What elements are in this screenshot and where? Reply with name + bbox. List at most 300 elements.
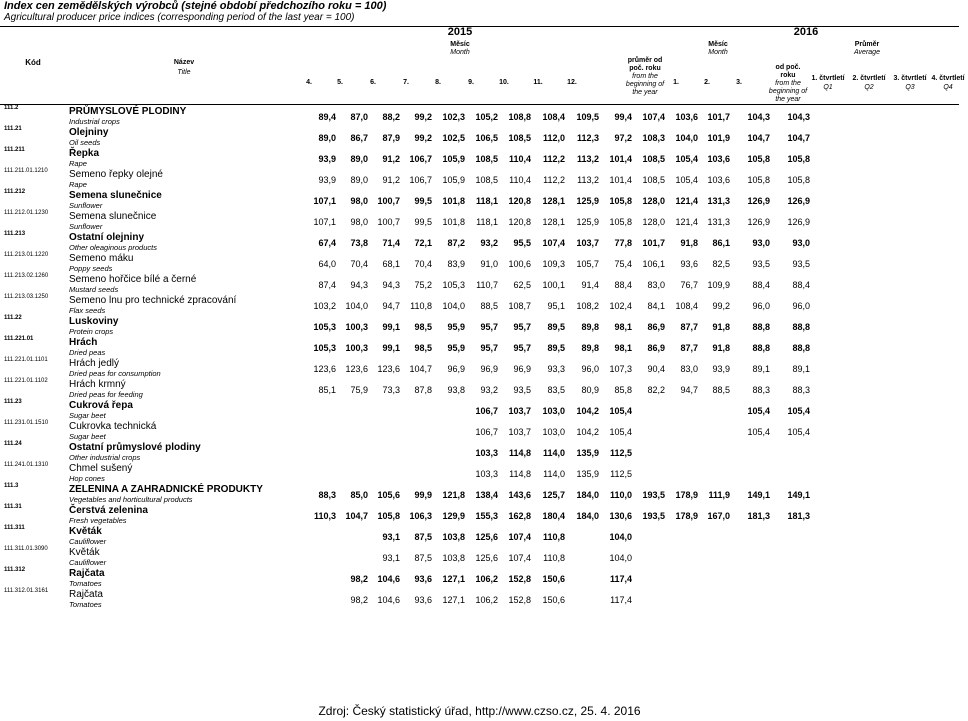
row-name-en: Vegetables and horticultural products <box>69 495 193 504</box>
row-value: 88,5 <box>480 301 498 311</box>
row-value: 98,1 <box>614 343 632 353</box>
row-value: 67,4 <box>318 238 336 248</box>
row-code: 111.2 <box>4 105 19 111</box>
row-value: 89,8 <box>581 322 599 332</box>
quarter-header-en: Q4 <box>943 84 953 91</box>
row-name: ZELENINA A ZAHRADNICKÉ PRODUKTY <box>69 484 263 495</box>
row-value: 107,4 <box>508 532 531 542</box>
row-value: 125,6 <box>475 553 498 563</box>
row-value: 105,3 <box>442 280 465 290</box>
row-value: 101,8 <box>442 217 465 227</box>
row-value: 100,1 <box>542 280 565 290</box>
row-value: 108,3 <box>642 133 665 143</box>
row-value: 155,3 <box>475 511 498 521</box>
row-value: 103,3 <box>475 469 498 479</box>
row-value: 110,8 <box>542 532 565 542</box>
row-code: 111.211.01.1210 <box>4 168 48 174</box>
row-value: 105,8 <box>787 175 810 185</box>
row-value: 112,0 <box>542 133 565 143</box>
table-row <box>0 210 959 231</box>
row-value: 86,7 <box>350 133 368 143</box>
row-name: Hrách jedlý <box>69 358 120 369</box>
row-value: 75,9 <box>350 385 368 395</box>
row-value: 104,3 <box>747 112 770 122</box>
row-value: 106,2 <box>475 595 498 605</box>
row-name: Semeno máku <box>69 253 134 264</box>
row-name: PRŮMYSLOVÉ PLODINY <box>69 106 187 117</box>
row-value: 94,3 <box>350 280 368 290</box>
table-row <box>0 336 959 357</box>
month-header-2015: 10. <box>499 79 509 86</box>
row-value: 107,4 <box>642 112 665 122</box>
row-value: 149,1 <box>787 490 810 500</box>
row-value: 104,7 <box>787 133 810 143</box>
row-name: Semena slunečnice <box>69 190 162 201</box>
row-value: 89,5 <box>547 343 565 353</box>
row-value: 106,1 <box>642 259 665 269</box>
row-value: 113,2 <box>576 154 599 164</box>
row-value: 93,9 <box>712 364 730 374</box>
row-value: 103,7 <box>508 406 531 416</box>
row-name: Rajčata <box>69 589 103 600</box>
row-name-en: Poppy seeds <box>69 264 113 273</box>
row-value: 135,9 <box>576 448 599 458</box>
row-value: 91,4 <box>581 280 599 290</box>
row-name: Semeno hořčice bílé a černé <box>69 274 197 285</box>
row-value: 107,3 <box>609 364 632 374</box>
row-value: 114,8 <box>508 448 531 458</box>
col-header-title: Title <box>177 69 191 76</box>
row-value: 105,4 <box>787 406 810 416</box>
row-value: 108,5 <box>642 154 665 164</box>
row-value: 100,6 <box>508 259 531 269</box>
row-value: 99,2 <box>414 112 432 122</box>
row-value: 89,0 <box>350 154 368 164</box>
row-value: 112,5 <box>609 448 632 458</box>
row-value: 93,2 <box>480 385 498 395</box>
row-value: 105,8 <box>747 154 770 164</box>
row-value: 152,8 <box>508 574 531 584</box>
row-value: 180,4 <box>542 511 565 521</box>
row-value: 87,7 <box>680 343 698 353</box>
row-value: 102,4 <box>609 301 632 311</box>
row-value: 126,9 <box>787 217 810 227</box>
year-2016: 2016 <box>793 26 819 38</box>
year-2015: 2015 <box>447 26 473 38</box>
ytd-2015-en-1: from the <box>632 73 658 80</box>
row-value: 178,9 <box>675 490 698 500</box>
row-code: 111.212 <box>4 189 26 195</box>
row-value: 112,3 <box>576 133 599 143</box>
row-value: 75,4 <box>614 259 632 269</box>
row-value: 106,7 <box>475 406 498 416</box>
table-row <box>0 294 959 315</box>
row-value: 131,3 <box>707 217 730 227</box>
row-value: 89,4 <box>318 112 336 122</box>
row-value: 118,1 <box>476 217 498 227</box>
row-value: 93,2 <box>480 238 498 248</box>
row-name-en: Hop cones <box>69 474 105 483</box>
row-name: Chmel sušený <box>69 463 133 474</box>
month-label-2015-en: Month <box>450 49 470 56</box>
row-name-en: Oil seeds <box>69 138 101 147</box>
row-value: 108,4 <box>542 112 565 122</box>
row-value: 96,0 <box>792 301 810 311</box>
row-value: 100,7 <box>377 217 400 227</box>
average-label: Průměr <box>854 41 880 48</box>
row-value: 93,0 <box>792 238 810 248</box>
row-value: 70,4 <box>414 259 432 269</box>
ytd-2016-en-1: from the <box>775 80 801 87</box>
row-value: 88,8 <box>792 322 810 332</box>
row-value: 125,7 <box>542 490 565 500</box>
row-name: Luskoviny <box>69 316 119 327</box>
row-value: 112,2 <box>542 154 565 164</box>
table-row <box>0 231 959 252</box>
table-row <box>0 441 959 462</box>
row-value: 135,9 <box>576 469 599 479</box>
row-value: 184,0 <box>576 511 599 521</box>
row-value: 128,1 <box>542 217 565 227</box>
row-value: 97,2 <box>614 133 632 143</box>
row-value: 162,8 <box>508 511 531 521</box>
row-value: 101,7 <box>707 112 730 122</box>
row-name: Cukrovka technická <box>69 421 157 432</box>
row-value: 120,8 <box>508 196 531 206</box>
month-header-2015: 11. <box>533 79 543 86</box>
row-value: 117,4 <box>609 574 632 584</box>
row-code: 111.211 <box>4 147 25 153</box>
row-value: 86,9 <box>647 322 665 332</box>
row-name-en: Sugar beet <box>69 432 106 441</box>
month-header-2016: 3. <box>736 79 742 86</box>
row-value: 104,7 <box>345 511 368 521</box>
row-value: 90,4 <box>647 364 665 374</box>
quarter-header: 4. čtvrtletí <box>931 75 965 82</box>
row-value: 93,6 <box>414 574 432 584</box>
row-value: 167,0 <box>707 511 730 521</box>
row-value: 85,8 <box>614 385 632 395</box>
row-value: 95,9 <box>447 322 465 332</box>
row-name-en: Rape <box>69 159 87 168</box>
month-label-2015: Měsíc <box>450 41 470 48</box>
row-value: 73,3 <box>382 385 400 395</box>
quarter-header: 2. čtvrtletí <box>852 75 886 82</box>
row-value: 101,4 <box>609 175 632 185</box>
row-value: 105,8 <box>609 196 632 206</box>
row-value: 111,9 <box>708 490 730 500</box>
row-value: 91,8 <box>712 343 730 353</box>
row-value: 95,7 <box>513 322 531 332</box>
row-value: 107,1 <box>313 217 336 227</box>
row-value: 73,8 <box>350 238 368 248</box>
row-value: 71,4 <box>382 238 400 248</box>
row-value: 83,5 <box>547 385 565 395</box>
row-value: 88,3 <box>792 385 810 395</box>
ytd-2015-en-3: the year <box>632 89 658 96</box>
row-value: 104,6 <box>377 574 400 584</box>
row-value: 96,9 <box>480 364 498 374</box>
row-value: 181,3 <box>787 511 810 521</box>
row-value: 96,0 <box>752 301 770 311</box>
table-header <box>0 26 965 104</box>
row-value: 105,4 <box>609 427 632 437</box>
row-value: 82,5 <box>712 259 730 269</box>
row-value: 107,4 <box>508 553 531 563</box>
row-code: 111.231.01.1510 <box>4 420 49 426</box>
row-name-en: Flax seeds <box>69 306 106 315</box>
row-value: 68,1 <box>382 259 400 269</box>
row-code: 111.213.03.1250 <box>4 294 49 300</box>
row-value: 93,0 <box>752 238 770 248</box>
row-value: 131,3 <box>707 196 730 206</box>
table-row <box>0 483 959 504</box>
row-code: 111.24 <box>4 441 22 447</box>
row-value: 104,6 <box>377 595 400 605</box>
row-value: 99,4 <box>614 112 632 122</box>
month-header-2015: 5. <box>337 79 343 86</box>
row-value: 108,5 <box>475 175 498 185</box>
row-value: 86,1 <box>712 238 730 248</box>
row-value: 105,4 <box>609 406 632 416</box>
row-value: 102,5 <box>442 133 465 143</box>
row-name-en: Rape <box>69 180 87 189</box>
row-value: 99,1 <box>382 343 400 353</box>
row-value: 99,5 <box>414 196 432 206</box>
row-value: 101,4 <box>609 154 632 164</box>
row-value: 105,8 <box>747 175 770 185</box>
row-value: 108,5 <box>508 133 531 143</box>
row-code: 111.3 <box>4 483 19 489</box>
row-value: 83,0 <box>647 280 665 290</box>
row-value: 193,5 <box>642 511 665 521</box>
row-value: 91,8 <box>712 322 730 332</box>
row-value: 102,3 <box>442 112 465 122</box>
row-value: 126,9 <box>787 196 810 206</box>
row-value: 96,9 <box>447 364 465 374</box>
month-header-2015: 4. <box>306 79 312 86</box>
row-name-en: Dried peas for consumption <box>69 369 161 378</box>
row-value: 121,4 <box>675 196 698 206</box>
month-header-2015: 12. <box>567 79 577 86</box>
row-value: 85,1 <box>318 385 336 395</box>
col-header-code: Kód <box>25 58 41 67</box>
row-value: 99,1 <box>382 322 400 332</box>
quarter-header: 1. čtvrtletí <box>811 75 845 82</box>
source-footer: Zdroj: Český statistický úřad, http://www.czso.cz, 25. 4. 2016 <box>318 704 641 718</box>
row-value: 95,7 <box>513 343 531 353</box>
month-header-2016: 1. <box>673 79 679 86</box>
row-value: 101,8 <box>442 196 465 206</box>
table-row <box>0 168 959 189</box>
row-value: 82,2 <box>647 385 665 395</box>
row-value: 112,2 <box>543 175 565 185</box>
row-name: Hrách <box>69 337 98 348</box>
table-row <box>0 420 959 441</box>
row-value: 105,4 <box>747 406 770 416</box>
row-value: 105,8 <box>609 217 632 227</box>
row-value: 70,4 <box>350 259 368 269</box>
row-value: 87,8 <box>414 385 432 395</box>
ytd-2016-cs-2: roku <box>780 72 796 79</box>
row-value: 105,2 <box>475 112 498 122</box>
row-value: 104,7 <box>747 133 770 143</box>
row-value: 114,0 <box>543 469 565 479</box>
row-value: 120,8 <box>508 217 531 227</box>
row-value: 184,0 <box>576 490 599 500</box>
month-label-2016-en: Month <box>708 49 728 56</box>
row-name-en: Protein crops <box>69 327 114 336</box>
row-value: 88,8 <box>752 343 770 353</box>
row-value: 64,0 <box>318 259 336 269</box>
month-header-2016: 2. <box>704 79 710 86</box>
row-value: 110,7 <box>476 280 498 290</box>
row-value: 93,5 <box>752 259 770 269</box>
row-value: 125,6 <box>475 532 498 542</box>
row-value: 87,7 <box>680 322 698 332</box>
row-value: 121,4 <box>675 217 698 227</box>
row-value: 93,9 <box>318 154 336 164</box>
row-value: 103,8 <box>442 532 465 542</box>
row-name-en: Cauliflower <box>69 558 107 567</box>
row-name-en: Industrial crops <box>69 117 120 126</box>
row-value: 87,9 <box>382 133 400 143</box>
row-value: 125,9 <box>576 217 599 227</box>
row-value: 87,4 <box>318 280 336 290</box>
row-value: 108,5 <box>642 175 665 185</box>
row-value: 98,1 <box>614 322 632 332</box>
row-value: 149,1 <box>747 490 770 500</box>
row-value: 86,9 <box>647 343 665 353</box>
row-name-en: Dried peas <box>69 348 106 357</box>
row-value: 129,9 <box>442 511 465 521</box>
row-name: Květák <box>69 547 100 558</box>
row-value: 112,5 <box>610 469 632 479</box>
row-value: 88,8 <box>752 322 770 332</box>
row-value: 103,6 <box>707 175 730 185</box>
row-name-en: Other oleaginous products <box>69 243 157 252</box>
row-name-en: Sunflower <box>69 222 103 231</box>
row-value: 105,7 <box>576 259 599 269</box>
table-row <box>0 147 959 168</box>
table-row <box>0 315 959 336</box>
row-value: 87,2 <box>447 238 465 248</box>
row-value: 127,1 <box>442 574 465 584</box>
row-value: 72,1 <box>414 238 432 248</box>
row-value: 105,8 <box>377 511 400 521</box>
row-value: 178,9 <box>675 511 698 521</box>
row-value: 91,0 <box>480 259 498 269</box>
row-value: 93,6 <box>680 259 698 269</box>
row-value: 152,8 <box>508 595 531 605</box>
row-value: 87,5 <box>414 532 432 542</box>
row-value: 105,3 <box>313 322 336 332</box>
row-value: 100,7 <box>377 196 400 206</box>
row-value: 104,2 <box>576 406 599 416</box>
row-code: 111.213.01.1220 <box>4 252 49 258</box>
table-row <box>0 399 959 420</box>
row-value: 104,2 <box>576 427 599 437</box>
row-value: 105,8 <box>787 154 810 164</box>
row-value: 98,0 <box>350 196 368 206</box>
row-name-en: Other industrial crops <box>69 453 141 462</box>
row-value: 109,5 <box>576 112 599 122</box>
table-row <box>0 189 959 210</box>
col-header-name: Název <box>173 59 195 66</box>
month-label-2016: Měsíc <box>708 41 728 48</box>
average-label-en: Average <box>854 49 880 56</box>
row-value: 108,7 <box>508 301 531 311</box>
row-name: Rajčata <box>69 568 105 579</box>
table-row <box>0 273 959 294</box>
row-code: 111.213 <box>4 231 26 237</box>
row-name: Olejniny <box>69 127 109 138</box>
row-value: 91,2 <box>382 154 400 164</box>
row-value: 87,5 <box>414 553 432 563</box>
row-value: 93,8 <box>447 385 465 395</box>
row-value: 99,2 <box>414 133 432 143</box>
row-value: 100,3 <box>345 343 368 353</box>
row-value: 88,3 <box>318 490 336 500</box>
row-code: 111.213.02.1260 <box>4 273 49 279</box>
row-value: 104,0 <box>609 532 632 542</box>
row-value: 107,1 <box>313 196 336 206</box>
row-value: 95,7 <box>480 322 498 332</box>
row-value: 103,3 <box>475 448 498 458</box>
row-value: 126,9 <box>747 217 770 227</box>
table-row <box>0 105 959 126</box>
row-code: 111.312.01.3161 <box>4 588 49 594</box>
row-code: 111.22 <box>4 315 22 321</box>
row-value: 123,6 <box>313 364 336 374</box>
row-value: 98,0 <box>350 217 368 227</box>
row-name: Ostatní olejniny <box>69 232 145 243</box>
row-value: 123,6 <box>377 364 400 374</box>
row-value: 104,3 <box>787 112 810 122</box>
row-value: 143,6 <box>508 490 531 500</box>
row-value: 104,7 <box>409 364 432 374</box>
row-value: 103,6 <box>675 112 698 122</box>
row-value: 98,2 <box>350 595 368 605</box>
row-name: Ostatní průmyslové plodiny <box>69 442 201 453</box>
ytd-2015-cs-1: průměr od <box>627 57 663 64</box>
row-value: 123,6 <box>345 364 368 374</box>
row-value: 106,3 <box>409 511 432 521</box>
row-value: 95,7 <box>480 343 498 353</box>
row-value: 98,5 <box>414 322 432 332</box>
row-value: 83,0 <box>680 364 698 374</box>
row-code: 111.241.01.1310 <box>4 462 49 468</box>
row-code: 111.311 <box>4 525 25 531</box>
row-code: 111.23 <box>4 399 22 405</box>
row-value: 105,9 <box>442 175 465 185</box>
table-row <box>0 126 959 147</box>
row-value: 93,3 <box>547 364 565 374</box>
row-value: 106,2 <box>475 574 498 584</box>
row-name: Semeno řepky olejné <box>69 169 163 180</box>
row-value: 99,9 <box>414 490 432 500</box>
row-value: 85,0 <box>350 490 368 500</box>
month-header-2015: 6. <box>370 79 376 86</box>
row-value: 83,9 <box>447 259 465 269</box>
row-value: 105,9 <box>442 154 465 164</box>
data-table-body <box>0 105 959 609</box>
table-row <box>0 357 959 378</box>
page-title: Index cen zemědělských výrobců (stejné období předchozího roku = 100) <box>4 0 387 12</box>
row-value: 103,7 <box>508 427 531 437</box>
row-value: 103,0 <box>542 427 565 437</box>
row-code: 111.221.01.1102 <box>4 378 48 384</box>
